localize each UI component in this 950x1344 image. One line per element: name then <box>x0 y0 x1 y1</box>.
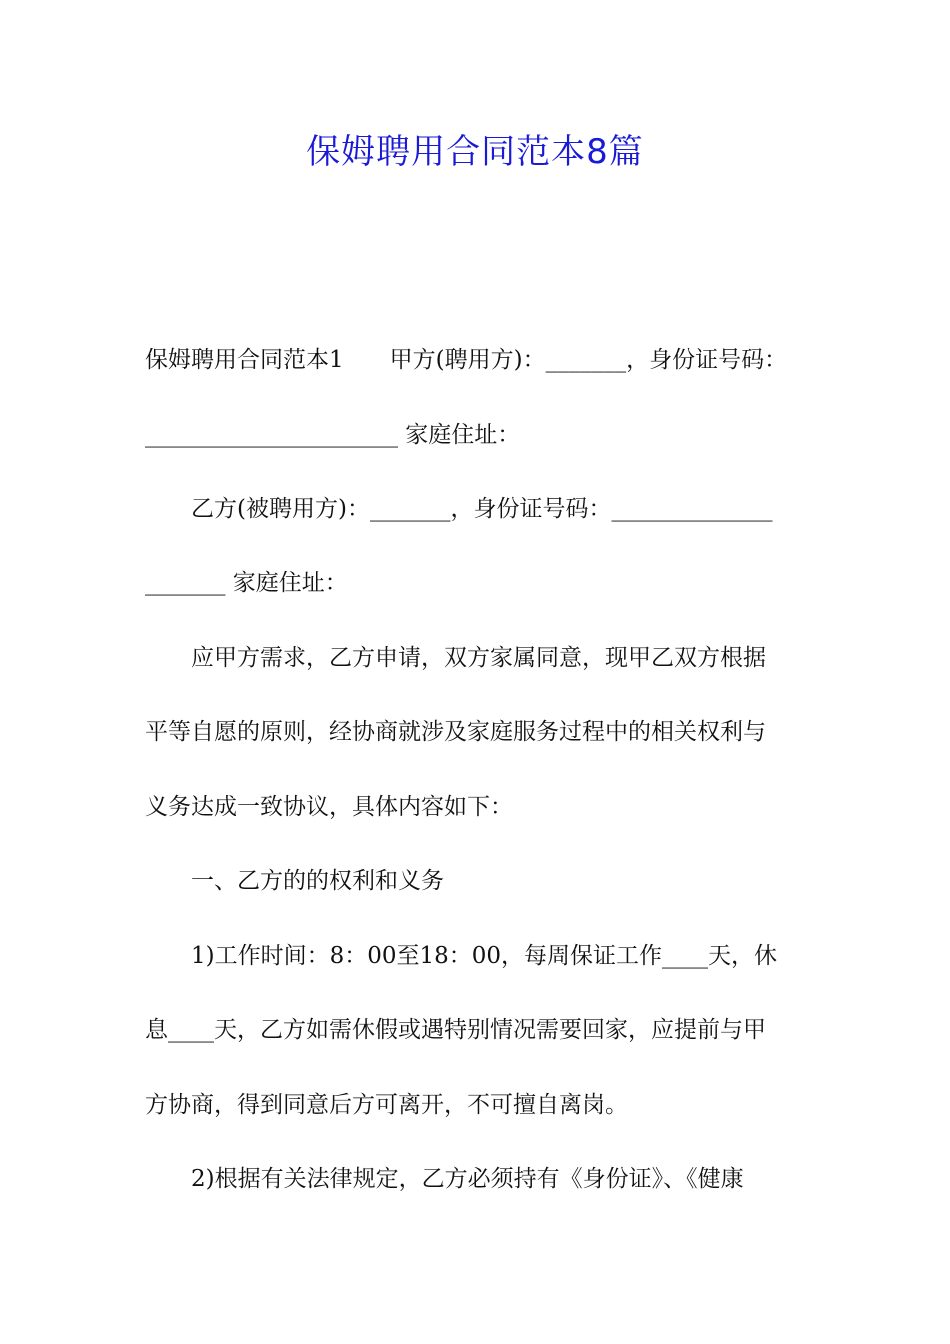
body-line-4: _______ 家庭住址： <box>145 570 348 596</box>
body-line-1: 保姆聘用合同范本1 甲方(聘用方)：_______，身份证号码： <box>145 347 788 373</box>
document-title: 保姆聘用合同范本8篇 <box>306 132 644 172</box>
body-line-5: 应甲方需求，乙方申请，双方家属同意，现甲乙双方根据 <box>145 645 766 671</box>
section-heading-1: 一、乙方的的权利和义务 <box>145 868 444 894</box>
body-line-11: 方协商，得到同意后方可离开，不可擅自离岗。 <box>145 1092 628 1118</box>
body-line-12: 2)根据有关法律规定，乙方必须持有《身份证》、《健康 <box>145 1166 744 1192</box>
body-line-2: ______________________ 家庭住址： <box>145 422 521 448</box>
body-line-3: 乙方(被聘用方)：_______，身份证号码：______________ <box>145 496 773 522</box>
body-line-10: 息____天，乙方如需休假或遇特别情况需要回家，应提前与甲 <box>145 1017 766 1043</box>
body-line-7: 义务达成一致协议，具体内容如下： <box>145 794 513 820</box>
body-line-6: 平等自愿的原则，经协商就涉及家庭服务过程中的相关权利与 <box>145 719 766 745</box>
body-line-9: 1)工作时间：8：00至18：00，每周保证工作____天，休 <box>145 943 778 969</box>
